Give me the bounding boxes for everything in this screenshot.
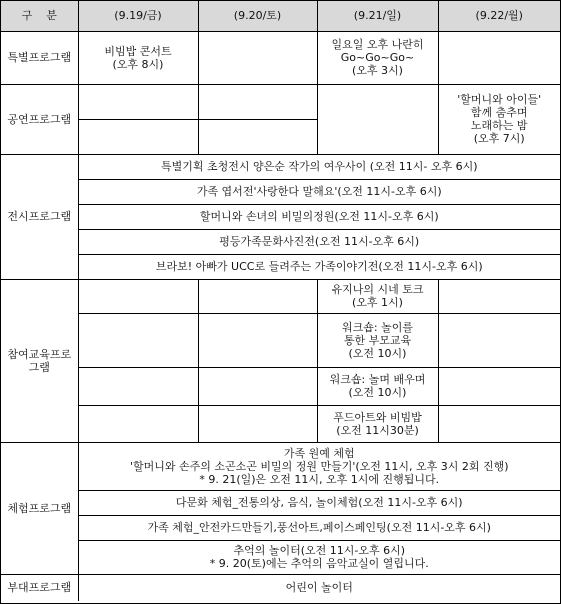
category-performance: 공연프로그램 xyxy=(1,84,78,154)
education-sun-time: (오전 10시) xyxy=(348,346,407,360)
special-sun-time: (오후 3시) xyxy=(352,64,403,77)
education-mon-cell xyxy=(438,405,560,442)
special-sun-subtitle: Go~Go~Go~ xyxy=(340,51,415,64)
experience-row xyxy=(1,442,560,490)
performance-mon-line2: 함께 춤추며 xyxy=(470,106,528,119)
education-sun-cell xyxy=(317,367,438,405)
experience-row xyxy=(1,540,560,574)
category-exhibition: 전시프로그램 xyxy=(1,154,78,279)
special-fri-time: (오후 8시) xyxy=(112,57,164,71)
education-sun-title: 유지나의 시네 토크 xyxy=(331,283,424,296)
header-date-fri: (9.19/금) xyxy=(78,1,198,31)
education-sun-cell xyxy=(317,279,438,313)
experience-item-title: 가족 원예 체험 xyxy=(283,446,355,460)
performance-sat-cell-2 xyxy=(198,119,317,154)
experience-item-title: 추억의 놀이터(오전 11시-오후 6시) xyxy=(233,544,406,557)
experience-row xyxy=(1,515,560,540)
special-fri-title: 비빔밥 콘서트 xyxy=(104,44,172,58)
performance-mon-cell xyxy=(438,84,560,154)
education-sun-cell xyxy=(317,405,438,442)
exhibition-item: 브라보! 아빠가 UCC로 들려주는 가족이야기전(오전 11시-오후 6시) xyxy=(78,254,560,279)
header-date-sat: (9.20/토) xyxy=(198,1,317,31)
exhibition-item: 특별기획 초청전시 양은순 작가의 여우사이 (오전 11시- 오후 6시) xyxy=(78,154,560,179)
exhibition-item: 할머니와 손녀의 비밀의정원(오전 11시-오후 6시) xyxy=(78,204,560,229)
category-experience: 체험프로그램 xyxy=(1,442,78,574)
education-sun-title: 워크숍: 놀며 배우며 xyxy=(329,373,426,386)
performance-fri-cell-2 xyxy=(78,119,198,154)
education-fri-cell xyxy=(78,279,198,313)
education-sun-subtitle: 통한 부모교육 xyxy=(343,333,412,347)
education-fri-cell xyxy=(78,313,198,367)
exhibition-item: 평등가족문화사진전(오전 11시-오후 6시) xyxy=(78,229,560,254)
performance-sun-cell xyxy=(317,84,438,154)
exhibition-row xyxy=(1,229,560,254)
program-schedule-table xyxy=(1,1,560,601)
education-sun-title: 푸드아트와 비빔밥 xyxy=(333,410,422,424)
education-mon-cell xyxy=(438,279,560,313)
experience-item-detail: '할머니와 손주의 소곤소곤 비밀의 정원 만들기'(오전 11시, 오후 3시 2회 진행) xyxy=(129,459,509,473)
special-mon-cell xyxy=(438,31,560,84)
education-sun-time: (오후 1시) xyxy=(352,296,403,309)
experience-row xyxy=(1,490,560,515)
header-date-mon: (9.22/월) xyxy=(438,1,560,31)
exhibition-row xyxy=(1,179,560,204)
education-fri-cell xyxy=(78,405,198,442)
performance-mon-time: (오후 7시) xyxy=(473,132,525,145)
performance-mon-title: '할머니와 아이들' xyxy=(457,93,542,106)
category-education-label: 참여교육프로그램 xyxy=(7,347,72,374)
performance-row-1 xyxy=(1,84,560,119)
header-date-sun: (9.21/일) xyxy=(317,1,438,31)
education-sat-cell xyxy=(198,405,317,442)
special-sat-cell xyxy=(198,31,317,84)
support-item: 어린이 놀이터 xyxy=(78,574,560,601)
education-sun-time: (오전 10시) xyxy=(348,386,407,399)
performance-sat-cell-1 xyxy=(198,84,317,119)
special-fri-cell xyxy=(78,31,198,84)
education-fri-cell xyxy=(78,367,198,405)
experience-item: 가족 체험_안전카드만들기,풍선아트,페이스페인팅(오전 11시-오후 6시) xyxy=(78,515,560,540)
experience-item: 다문화 체험_전통의상, 음식, 놀이체험(오전 11시-오후 6시) xyxy=(78,490,560,515)
education-sat-cell xyxy=(198,279,317,313)
performance-mon-line3: 노래하는 밤 xyxy=(470,119,528,132)
category-education xyxy=(1,279,78,442)
experience-item-note: * 9. 21(일)은 오전 11시, 오후 1시에 진행됩니다. xyxy=(199,472,440,486)
education-row xyxy=(1,279,560,313)
education-row xyxy=(1,405,560,442)
education-sat-cell xyxy=(198,313,317,367)
exhibition-row xyxy=(1,154,560,179)
exhibition-row xyxy=(1,204,560,229)
category-support: 부대프로그램 xyxy=(1,574,78,601)
education-sat-cell xyxy=(198,367,317,405)
education-mon-cell xyxy=(438,313,560,367)
exhibition-item: 가족 엽서전'사랑한다 말해요'(오전 11시-오후 6시) xyxy=(78,179,560,204)
education-row xyxy=(1,367,560,405)
category-special: 특별프로그램 xyxy=(1,31,78,84)
special-sun-title: 일요일 오후 나란히 xyxy=(331,38,424,51)
education-row xyxy=(1,313,560,367)
header-category-cell: 구 분 xyxy=(1,1,78,31)
exhibition-row xyxy=(1,254,560,279)
experience-item-note: * 9. 20(토)에는 추억의 음악교실이 열립니다. xyxy=(209,557,429,570)
education-sun-cell xyxy=(317,313,438,367)
education-mon-cell xyxy=(438,367,560,405)
education-sun-time: (오전 11시30분) xyxy=(336,423,419,437)
experience-item xyxy=(78,540,560,574)
experience-item xyxy=(78,442,560,490)
special-program-row xyxy=(1,31,560,84)
special-sun-cell xyxy=(317,31,438,84)
header-row xyxy=(1,1,560,31)
education-sun-title: 워크숍: 놀이를 xyxy=(342,320,413,334)
support-row xyxy=(1,574,560,601)
performance-fri-cell-1 xyxy=(78,84,198,119)
